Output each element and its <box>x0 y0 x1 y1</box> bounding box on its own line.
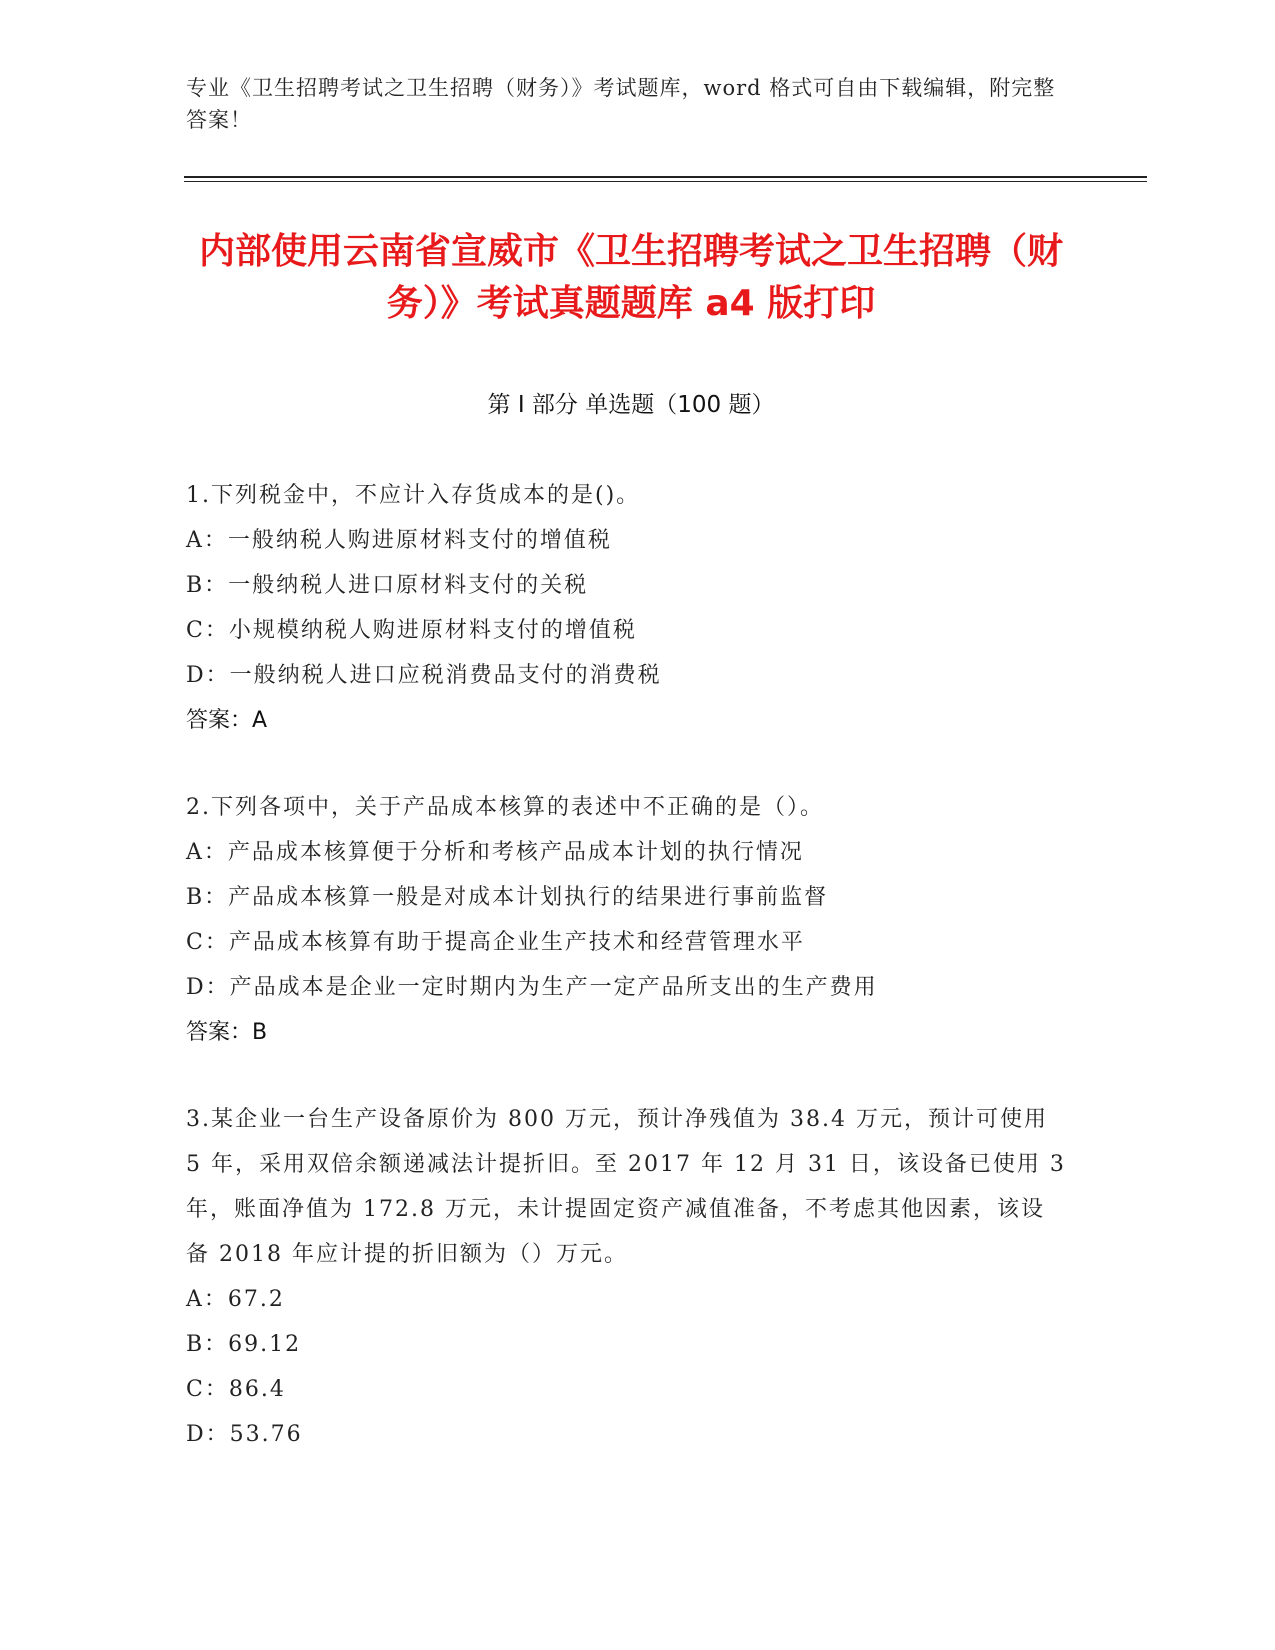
option-b: B：69.12 <box>186 1332 302 1357</box>
option-a: A：一般纳税人购进原材料支付的增值税 <box>186 528 612 553</box>
option-d: D：产品成本是企业一定时期内为生产一定产品所支出的生产费用 <box>186 975 878 1000</box>
question-stem: 2.下列各项中，关于产品成本核算的表述中不正确的是（）。 <box>186 795 824 820</box>
question-list <box>186 473 1066 1499</box>
option-a: A：产品成本核算便于分析和考核产品成本计划的执行情况 <box>186 840 804 865</box>
header-rule-thick <box>184 176 1147 178</box>
section-title: 第 I 部分 单选题（100 题） <box>487 392 775 418</box>
question-1 <box>186 473 1066 743</box>
option-b: B：产品成本核算一般是对成本计划执行的结果进行事前监督 <box>186 885 829 910</box>
option-c: C：小规模纳税人购进原材料支付的增值税 <box>186 618 637 643</box>
answer: 答案：B <box>186 1020 268 1045</box>
option-b: B：一般纳税人进口原材料支付的关税 <box>186 573 589 598</box>
header-note: 专业《卫生招聘考试之卫生招聘（财务）》考试题库，word 格式可自由下载编辑，附完整答案！ <box>186 76 1056 132</box>
option-d: D：53.76 <box>186 1422 303 1447</box>
option-c: C：86.4 <box>186 1377 286 1402</box>
question-stem: 1.下列税金中，不应计入存货成本的是()。 <box>186 483 641 508</box>
question-2 <box>186 785 1066 1055</box>
answer: 答案：A <box>186 708 268 733</box>
document-title: 内部使用云南省宣威市《卫生招聘考试之卫生招聘（财务）》考试真题题库 a4 版打印 <box>198 231 1063 324</box>
option-a: A：67.2 <box>186 1287 285 1312</box>
option-d: D：一般纳税人进口应税消费品支付的消费税 <box>186 663 662 688</box>
question-stem: 3.某企业一台生产设备原价为 800 万元，预计净残值为 38.4 万元，预计可使用 5 年，采用双倍余额递减法计提折旧。至 2017 年 12 月 31 日，该设备已使用 3 年，账面净值为 172.8 万元，未计提固定资产减值准备，不考虑其他因素，该设备 2018 年应计提的折旧额为（）万元。 <box>186 1107 1066 1267</box>
header-rule-thin <box>184 181 1147 182</box>
option-c: C：产品成本核算有助于提高企业生产技术和经营管理水平 <box>186 930 805 955</box>
question-3 <box>186 1097 1066 1457</box>
